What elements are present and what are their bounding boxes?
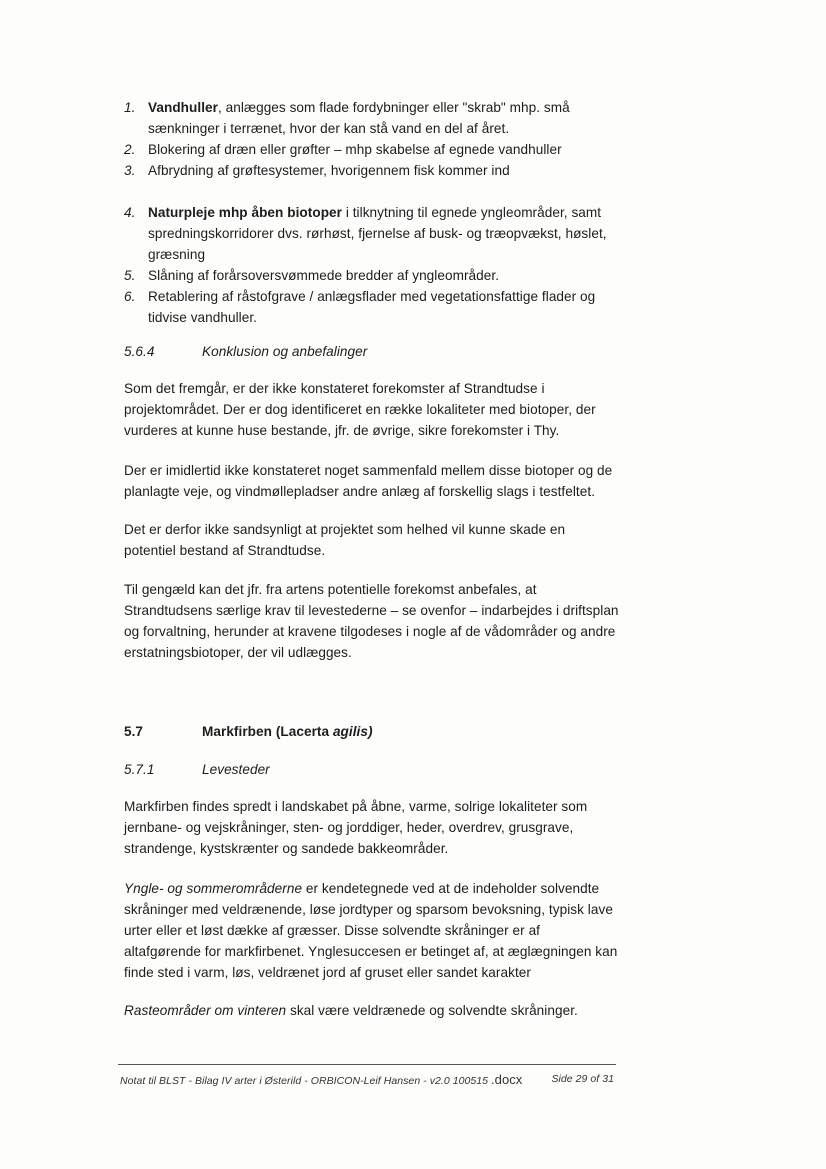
list-item xyxy=(124,286,614,328)
paragraph xyxy=(124,878,619,983)
list-item-number: 3. xyxy=(124,163,136,178)
measures-list-2 xyxy=(124,202,614,328)
list-item-text: Blokering af dræn eller grøfter – mhp skabelse af egnede vandhuller xyxy=(148,142,562,157)
list-item-text: Retablering af råstofgrave / anlægsflader med vegetationsfattige flader og tidvise vandhuller. xyxy=(148,289,596,325)
chapter-title xyxy=(202,721,373,742)
section-title: Konklusion og anbefalinger xyxy=(202,344,368,359)
paragraph-italic-lead: Rasteområder om vinteren xyxy=(124,1003,287,1018)
chapter-title-italic: agilis) xyxy=(332,724,373,739)
chapter-number: 5.7 xyxy=(124,724,144,739)
section-title: Levesteder xyxy=(202,762,270,777)
list-item-number: 6. xyxy=(124,289,136,304)
list-item-number: 1. xyxy=(124,100,136,115)
paragraph-italic-lead: Yngle- og sommerområderne xyxy=(124,881,303,896)
page-footer xyxy=(120,1069,618,1092)
list-item xyxy=(124,160,614,181)
list-item-text: Slåning af forårsoversvømmede bredder af yngleområder. xyxy=(148,268,500,283)
section-number: 5.7.1 xyxy=(124,762,155,777)
list-item-text: , anlægges som flade fordybninger eller "skrab" mhp. små sænkninger i terrænet, hvor der kan stå vand en del af året. xyxy=(148,100,570,136)
paragraph: Markfirben findes spredt i landskabet på åbne, varme, solrige lokaliteter som jernbane- og vejskråninger, sten- og jorddiger, heder, overdrev, grusgrave, strandenge, kystskrænter og sandede bakkeområder. xyxy=(124,799,588,856)
footer-divider xyxy=(118,1064,616,1065)
paragraph: Til gengæld kan det jfr. fra artens potentielle forekomst anbefales, at Strandtudsens særlige krav til levestederne – se ovenfor – indarbejdes i driftsplan og forvaltning, herunder at kravene tilgodeses i nogle af de vådområder og andre erstatningsbiotoper, der vil udlægges. xyxy=(124,582,619,660)
list-item xyxy=(124,265,614,286)
paragraph: Det er derfor ikke sandsynligt at projektet som helhed vil kunne skade en potentiel bestand af Strandtudse. xyxy=(124,522,566,558)
footer-text: Notat til BLST - Bilag IV arter i Østerild - ORBICON-Leif Hansen - v2.0 100515 xyxy=(120,1075,492,1087)
paragraph-text: skal være veldrænede og solvendte skråninger. xyxy=(286,1003,578,1018)
paragraph: Der er imidlertid ikke konstateret noget sammenfald mellem disse biotoper og de planlagte veje, og vindmøllepladser andre anlæg af forskellig slags i testfeltet. xyxy=(124,463,613,499)
list-item-bold: Naturpleje mhp åben biotoper xyxy=(148,205,342,220)
footer-extension: .docx xyxy=(491,1072,523,1087)
list-item-number: 4. xyxy=(124,205,136,220)
paragraph-text: er kendetegnede ved at de indeholder solvendte skråninger med veldrænende, løse jordtyper og sparsom bevoksning, typisk lave urter eller et løst dække af græsser. Disse solvendte skråninger er af altafgørende for markfirbenet. Ynglesuccesen er betinget af, at æglægningen kan finde sted i varm, løs, veldrænet jord af gruset eller sandet karakter xyxy=(124,881,618,980)
list-item xyxy=(124,97,614,139)
list-item-text: Afbrydning af grøftesystemer, hvorigennem fisk kommer ind xyxy=(148,163,510,178)
list-item-number: 2. xyxy=(124,142,136,157)
paragraph xyxy=(124,1000,619,1021)
list-item-bold: Vandhuller xyxy=(148,100,218,115)
chapter-title-main: Markfirben (Lacerta xyxy=(202,724,333,739)
section-number: 5.6.4 xyxy=(124,344,155,359)
paragraph: Som det fremgår, er der ikke konstateret forekomster af Strandtudse i projektområdet. Der er dog identificeret en række lokaliteter med biotoper, der vurderes at kunne huse bestande, jfr. de øvrige, sikre forekomster i Thy. xyxy=(124,381,596,438)
list-item-text: i tilknytning til egnede yngleområder, samt spredningskorridorer dvs. rørhøst, fjernelse af busk- og træopvækst, høslet, græsning xyxy=(148,205,607,262)
list-item xyxy=(124,139,614,160)
measures-list-1 xyxy=(124,97,614,181)
list-item-number: 5. xyxy=(124,268,136,283)
page-number: Side 29 of 31 xyxy=(551,1073,614,1085)
list-item xyxy=(124,202,614,265)
